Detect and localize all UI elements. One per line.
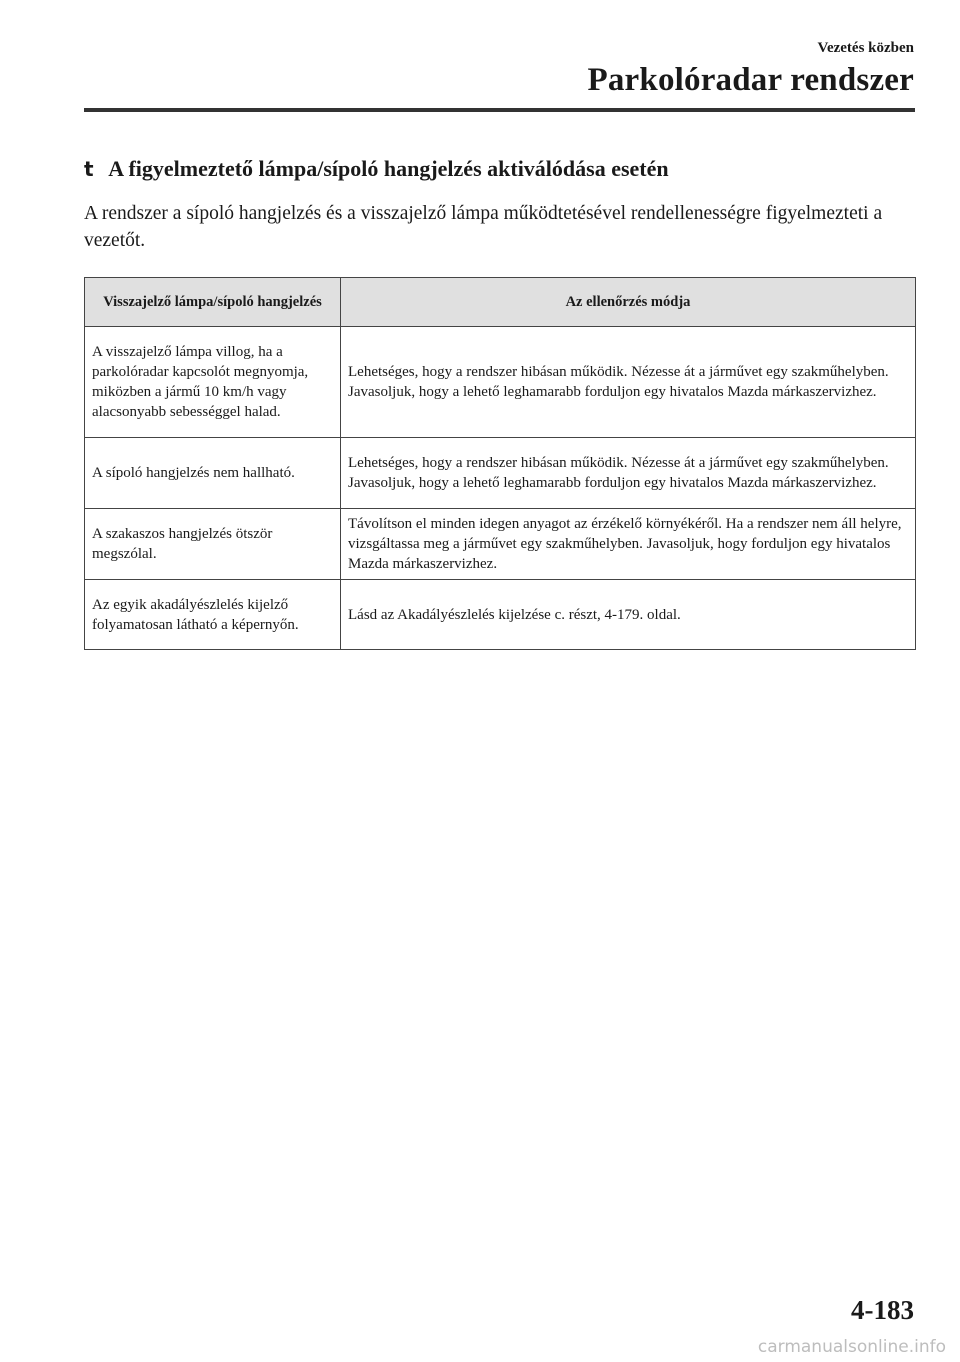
table-cell-check: Távolítson el minden idegen anyagot az érzékelő környékéről. Ha a rendszer nem áll helyre, vizsgáltassa meg a járművet egy szakműhelyben. Javasoljuk, hogy forduljon egy hivatalos Mazda márkaszervizhez. [341, 509, 916, 580]
section-heading [84, 156, 924, 182]
watermark[interactable]: carmanualsonline.info [757, 1337, 946, 1357]
header-rule [84, 108, 915, 112]
page-title: Parkolóradar rendszer [587, 62, 914, 98]
table-row [85, 509, 916, 580]
table-cell-signal: Az egyik akadályészlelés kijelző folyamatosan látható a képernyőn. [85, 580, 341, 650]
table-header-row [85, 278, 916, 327]
intro-paragraph: A rendszer a sípoló hangjelzés és a visszajelző lámpa működtetésével rendellenességre figyelmezteti a vezetőt. [84, 203, 883, 251]
table-cell-signal: A szakaszos hangjelzés ötször megszólal. [85, 509, 341, 580]
page-number: 4-183 [851, 1295, 914, 1325]
table-header-check: Az ellenőrzés módja [341, 278, 916, 327]
table-row [85, 327, 916, 438]
check-table [84, 277, 916, 650]
table-header-signal: Visszajelző lámpa/sípoló hangjelzés [85, 278, 341, 327]
table-row [85, 438, 916, 509]
table-cell-check: Lehetséges, hogy a rendszer hibásan működik. Nézesse át a járművet egy szakműhelyben. Javasoljuk, hogy a lehető leghamarabb forduljon egy hivatalos Mazda márkaszervizhez. [341, 438, 916, 509]
table-row [85, 580, 916, 650]
chapter-label: Vezetés közben [817, 40, 914, 56]
table-cell-check: Lásd az Akadályészlelés kijelzése c. részt, 4-179. oldal. [341, 580, 916, 650]
section-heading-text: A figyelmeztető lámpa/sípoló hangjelzés aktiválódása esetén [108, 156, 669, 181]
bullet-marker-icon: t [84, 157, 94, 181]
table-cell-check: Lehetséges, hogy a rendszer hibásan működik. Nézesse át a járművet egy szakműhelyben. Javasoljuk, hogy a lehető leghamarabb forduljon egy hivatalos Mazda márkaszervizhez. [341, 327, 916, 438]
table-cell-signal: A visszajelző lámpa villog, ha a parkolóradar kapcsolót megnyomja, miközben a jármű 10 km/h vagy alacsonyabb sebességgel halad. [85, 327, 341, 438]
table-cell-signal: A sípoló hangjelzés nem hallható. [85, 438, 341, 509]
